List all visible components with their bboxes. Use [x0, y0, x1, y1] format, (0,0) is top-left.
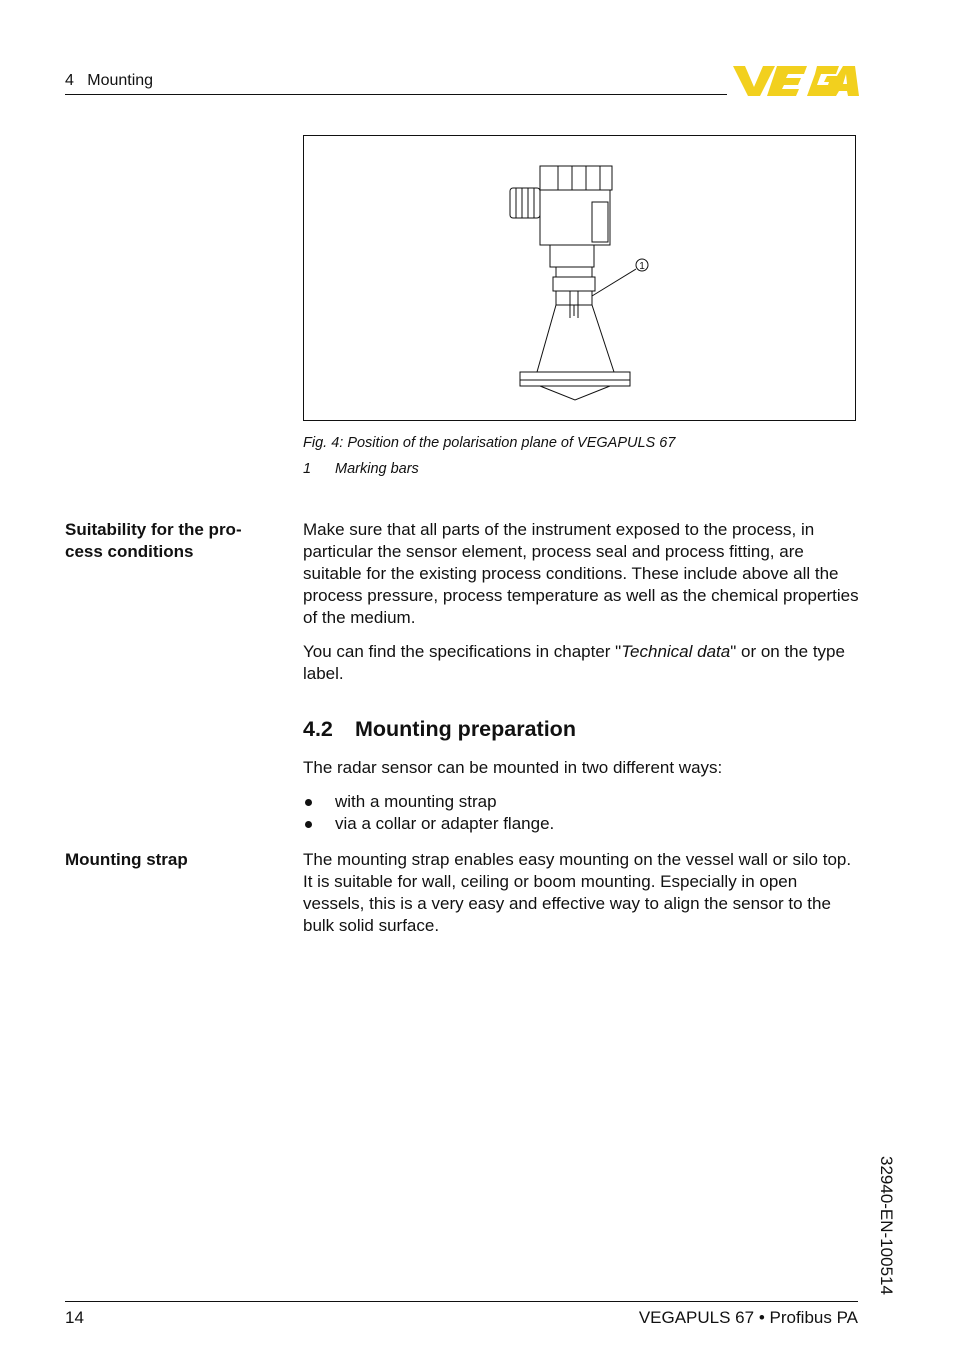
list-item — [303, 791, 859, 813]
section-number: 4.2 — [303, 717, 333, 741]
antenna-cone — [540, 386, 610, 400]
bullet-list — [303, 791, 859, 835]
section-title: Mounting preparation — [355, 717, 576, 741]
horn-antenna — [537, 305, 614, 372]
running-header: 4 Mounting — [65, 72, 154, 89]
side-heading-mounting-strap: Mounting strap — [65, 850, 188, 869]
process-fitting — [556, 291, 592, 305]
mounting-preparation-body — [303, 757, 859, 835]
housing-lid — [540, 166, 612, 190]
paragraph — [303, 641, 859, 685]
callout-number: 1 — [639, 261, 645, 272]
cable-gland — [510, 188, 540, 218]
document-id-text: 32940-EN-100514 — [877, 1156, 896, 1295]
side-heading-line: Suitability for the pro- — [65, 520, 242, 539]
mounting-strap-body — [303, 849, 859, 937]
paragraph: The radar sensor can be mounted in two different ways: — [303, 758, 723, 777]
figure-legend-text: Marking bars — [335, 461, 419, 477]
list-item-text: with a mounting strap — [335, 792, 497, 811]
list-item-text: via a collar or adapter flange. — [335, 814, 555, 833]
footer-product: VEGAPULS 67 • Profibus PA — [638, 1308, 858, 1327]
bullet-icon — [305, 821, 312, 828]
figure-caption: Fig. 4: Position of the polarisation plane of VEGAPULS 67 — [303, 435, 676, 451]
document-id — [874, 1156, 896, 1306]
side-heading-line: cess conditions — [65, 542, 194, 561]
page-number: 14 — [65, 1308, 84, 1327]
text-run: You can find the specifications in chapter " — [303, 642, 622, 661]
header-rule — [65, 94, 727, 95]
list-item — [303, 813, 859, 835]
side-heading-suitability — [65, 519, 270, 563]
bullet-icon — [305, 799, 312, 806]
sensor-drawing — [304, 136, 857, 422]
housing-body — [540, 190, 610, 245]
vega-logo-letters — [733, 66, 859, 96]
paragraph: The mounting strap enables easy mounting on the vessel wall or silo top. It is suitable for wall, ceiling or boom mounting. Especially in open vessels, this is a very easy and effective way to align the sensor to the bulk solid surface. — [303, 850, 852, 935]
vega-logo — [733, 60, 859, 100]
neck — [550, 245, 594, 267]
text-run: " or on the type label. — [303, 642, 845, 683]
figure-frame — [303, 135, 856, 421]
suitability-body — [303, 519, 859, 685]
paragraph: Make sure that all parts of the instrument exposed to the process, in particular the sensor element, process seal and process fitting, are suitable for the existing process conditions. These include above all the process pressure, process temperature as well as the chemical properties of the medium. — [303, 520, 859, 627]
figure-legend-number: 1 — [303, 461, 312, 477]
footer-rule — [65, 1301, 858, 1302]
chapter-reference: Technical data — [621, 642, 731, 661]
flange — [520, 372, 630, 380]
section-heading — [303, 717, 576, 742]
